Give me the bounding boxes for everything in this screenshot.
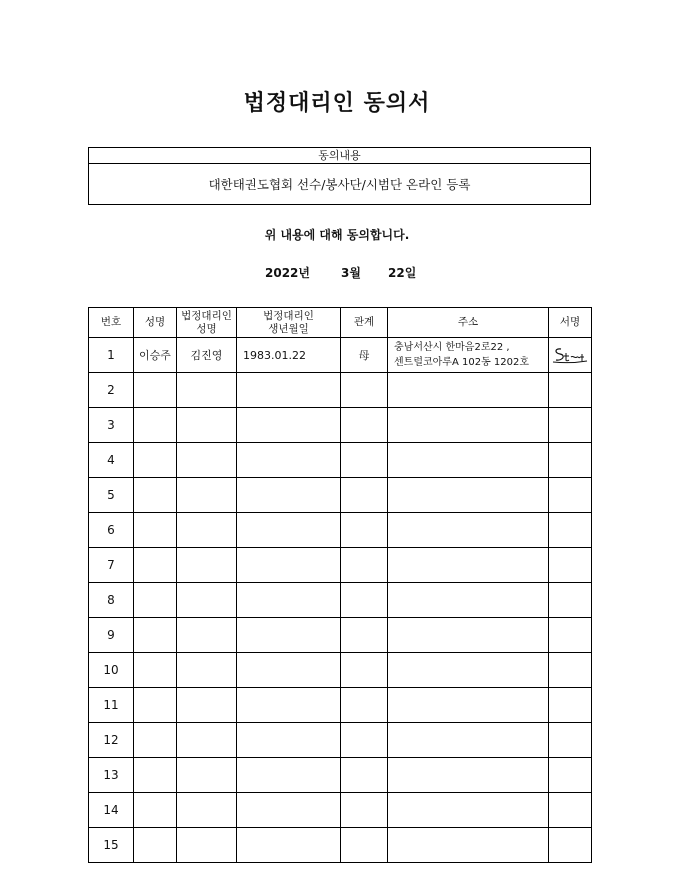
- guardian-table: [88, 307, 592, 863]
- row-relation: [341, 478, 388, 513]
- row-relation: [341, 828, 388, 863]
- row-relation: [341, 373, 388, 408]
- row-address: [388, 338, 549, 373]
- row-relation: [341, 583, 388, 618]
- row-address: [388, 408, 549, 443]
- table-row: [89, 618, 592, 653]
- consent-box: [88, 147, 591, 205]
- header-guardian-name-line2: 성명: [196, 322, 217, 335]
- row-guardian-name: [177, 688, 237, 723]
- row-signature: [549, 373, 592, 408]
- row-signature: [549, 408, 592, 443]
- handwritten-signature-icon: [551, 345, 589, 365]
- row-guardian-name: [177, 793, 237, 828]
- row-no: 11: [89, 688, 134, 723]
- row-no: 1: [89, 338, 134, 373]
- row-signature: [549, 828, 592, 863]
- table-row: [89, 478, 592, 513]
- row-guardian-name: [177, 513, 237, 548]
- row-guardian-birth: [237, 723, 341, 758]
- date-month: 3월: [341, 266, 361, 280]
- table-row: [89, 408, 592, 443]
- table-row: [89, 583, 592, 618]
- row-address: [388, 828, 549, 863]
- row-guardian-name: [177, 653, 237, 688]
- row-signature: [549, 653, 592, 688]
- row-name: [134, 758, 177, 793]
- row-no: 3: [89, 408, 134, 443]
- row-name: [134, 653, 177, 688]
- document-title: 법정대리인 동의서: [243, 91, 431, 116]
- header-guardian-birth-line1: 법정대리인: [263, 309, 314, 322]
- table-row: [89, 338, 592, 373]
- date-day: 22일: [388, 266, 417, 280]
- row-no: 5: [89, 478, 134, 513]
- row-name: [134, 478, 177, 513]
- row-name: [134, 583, 177, 618]
- row-no: 8: [89, 583, 134, 618]
- row-signature: [549, 758, 592, 793]
- row-relation: [341, 618, 388, 653]
- header-address: 주소: [388, 308, 549, 338]
- row-relation: 母: [341, 338, 388, 373]
- row-name: [134, 548, 177, 583]
- header-guardian-name-line1: 법정대리인: [181, 309, 232, 322]
- row-name: [134, 408, 177, 443]
- row-no: 15: [89, 828, 134, 863]
- row-guardian-name: [177, 583, 237, 618]
- row-name: [134, 513, 177, 548]
- row-name: [134, 688, 177, 723]
- row-no: 12: [89, 723, 134, 758]
- table-row: [89, 688, 592, 723]
- row-no: 13: [89, 758, 134, 793]
- row-address: [388, 723, 549, 758]
- row-relation: [341, 758, 388, 793]
- row-name: [134, 828, 177, 863]
- row-signature: [549, 548, 592, 583]
- date-year: 2022년: [265, 266, 310, 280]
- row-guardian-name: [177, 443, 237, 478]
- row-relation: [341, 723, 388, 758]
- header-guardian-birth-line2: 생년월일: [268, 322, 309, 335]
- row-name: [134, 618, 177, 653]
- row-guardian-name: [177, 758, 237, 793]
- table-header-row: [89, 308, 592, 338]
- table-row: [89, 373, 592, 408]
- header-name: 성명: [134, 308, 177, 338]
- row-signature: [549, 688, 592, 723]
- row-relation: [341, 443, 388, 478]
- row-address: [388, 688, 549, 723]
- row-signature: [549, 513, 592, 548]
- row-signature: [549, 478, 592, 513]
- row-no: 4: [89, 443, 134, 478]
- row-guardian-birth: [237, 408, 341, 443]
- header-guardian-birth: [237, 308, 341, 338]
- row-guardian-birth: [237, 618, 341, 653]
- row-guardian-birth: [237, 688, 341, 723]
- row-address: [388, 373, 549, 408]
- row-name: [134, 793, 177, 828]
- row-signature: [549, 618, 592, 653]
- row-name: [134, 723, 177, 758]
- row-signature: [549, 583, 592, 618]
- row-address: [388, 513, 549, 548]
- row-guardian-birth: [237, 478, 341, 513]
- row-address: [388, 618, 549, 653]
- row-guardian-birth: [237, 513, 341, 548]
- header-guardian-name: [177, 308, 237, 338]
- row-guardian-name: 김진영: [177, 338, 237, 373]
- row-guardian-name: [177, 408, 237, 443]
- row-guardian-birth: [237, 758, 341, 793]
- row-address: [388, 653, 549, 688]
- row-signature: [549, 443, 592, 478]
- table-row: [89, 513, 592, 548]
- row-relation: [341, 408, 388, 443]
- row-guardian-birth: [237, 373, 341, 408]
- row-address: [388, 793, 549, 828]
- row-address: [388, 443, 549, 478]
- row-name: [134, 443, 177, 478]
- table-row: [89, 758, 592, 793]
- row-guardian-birth: [237, 583, 341, 618]
- table-row: [89, 828, 592, 863]
- row-guardian-name: [177, 828, 237, 863]
- row-no: 6: [89, 513, 134, 548]
- row-guardian-birth: [237, 653, 341, 688]
- table-row: [89, 793, 592, 828]
- header-signature: 서명: [549, 308, 592, 338]
- row-signature: [549, 793, 592, 828]
- row-address-line1: 충남서산시 한마음2로22 ,: [394, 342, 510, 353]
- consent-header: 동의내용: [89, 148, 590, 164]
- header-no: 번호: [89, 308, 134, 338]
- row-guardian-name: [177, 373, 237, 408]
- row-guardian-name: [177, 723, 237, 758]
- table-row: [89, 443, 592, 478]
- row-guardian-birth: [237, 828, 341, 863]
- row-relation: [341, 513, 388, 548]
- row-relation: [341, 548, 388, 583]
- row-guardian-birth: [237, 548, 341, 583]
- table-row: [89, 548, 592, 583]
- row-no: 2: [89, 373, 134, 408]
- row-guardian-birth: [237, 443, 341, 478]
- row-guardian-birth: 1983.01.22: [237, 338, 341, 373]
- row-no: 9: [89, 618, 134, 653]
- header-relation: 관계: [341, 308, 388, 338]
- row-no: 14: [89, 793, 134, 828]
- row-signature: [549, 723, 592, 758]
- row-guardian-name: [177, 548, 237, 583]
- row-address-line2: 센트럴코아루A 102동 1202호: [394, 357, 530, 368]
- row-relation: [341, 793, 388, 828]
- row-guardian-name: [177, 478, 237, 513]
- row-signature: [549, 338, 592, 373]
- table-row: [89, 723, 592, 758]
- row-address: [388, 758, 549, 793]
- row-name: 이승주: [134, 338, 177, 373]
- row-no: 10: [89, 653, 134, 688]
- agreement-statement: 위 내용에 대해 동의합니다.: [264, 228, 410, 242]
- row-address: [388, 548, 549, 583]
- row-address: [388, 583, 549, 618]
- row-relation: [341, 653, 388, 688]
- row-no: 7: [89, 548, 134, 583]
- row-address: [388, 478, 549, 513]
- consent-content: 대한태권도협회 선수/봉사단/시범단 온라인 등록: [208, 177, 471, 192]
- row-guardian-birth: [237, 793, 341, 828]
- table-row: [89, 653, 592, 688]
- row-relation: [341, 688, 388, 723]
- row-guardian-name: [177, 618, 237, 653]
- row-name: [134, 373, 177, 408]
